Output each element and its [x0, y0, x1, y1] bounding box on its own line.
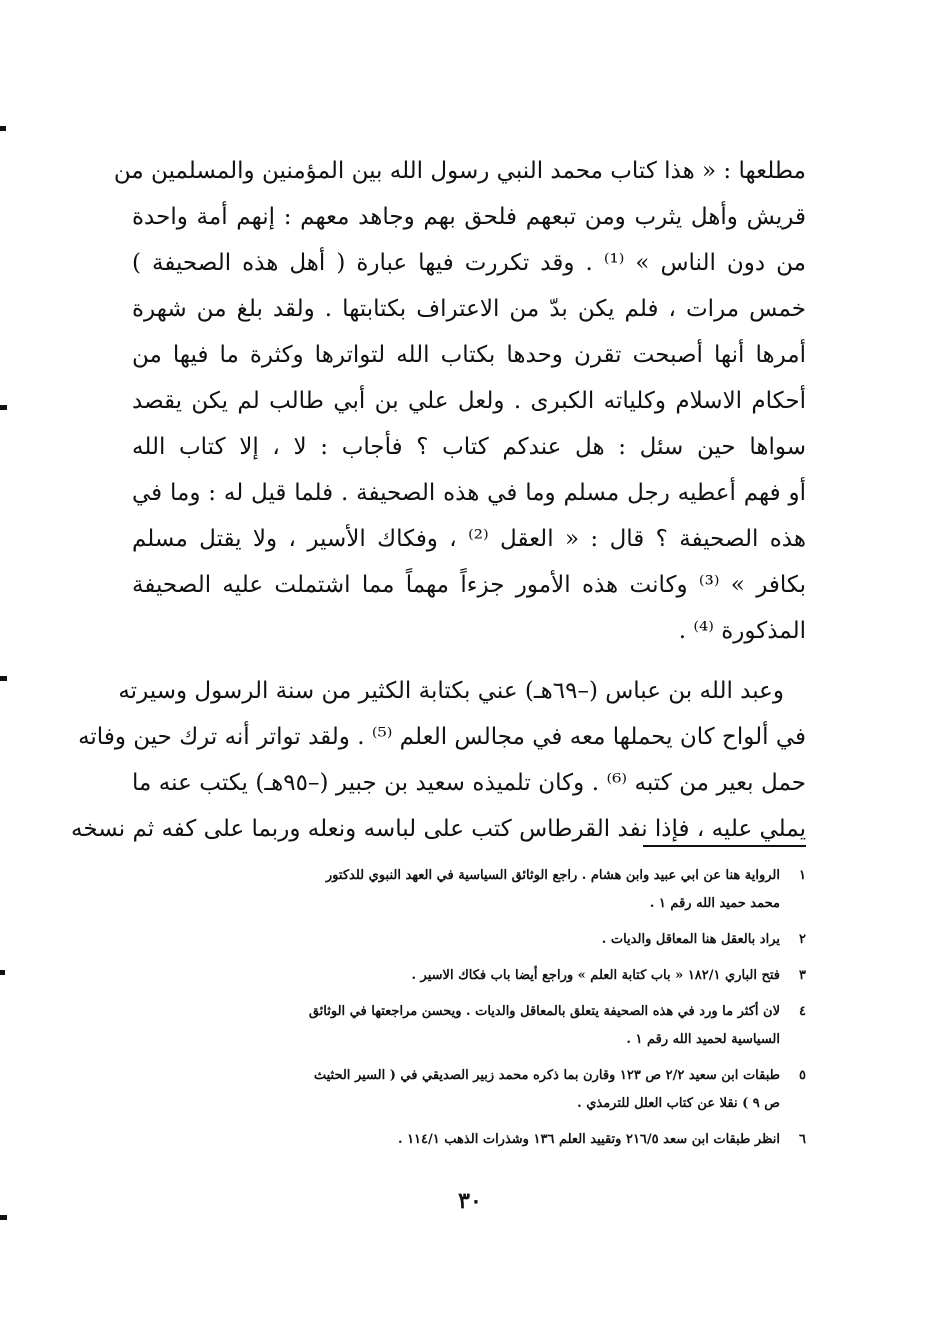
- footnote-number: ٥: [799, 1068, 806, 1083]
- footnote: [132, 962, 806, 990]
- text-line: مطلعها : « هذا كتاب محمد النبي رسول الله بين المؤمنين والمسلمين من: [113, 158, 806, 184]
- text-line: وعبد الله بن عباس (–٦٩هـ) عني بكتابة الكثير من سنة الرسول وسيرته: [118, 678, 784, 704]
- paragraph-1: [113, 148, 807, 654]
- text-line: يملي عليه ، فإذا نفد القرطاس كتب على لباسه ونعله وربما على كفه ثم نسخه: [71, 816, 806, 842]
- scan-mark: [0, 1215, 7, 1220]
- footnote-line: لان أكثر ما ورد في هذه الصحيفة يتعلق بالمعاقل والديات . ويحسن مراجعتها في الوثائق: [308, 1004, 780, 1019]
- footnote-number: ٤: [799, 1004, 806, 1019]
- footnote: [132, 1062, 806, 1118]
- scan-mark: [0, 970, 5, 975]
- text-line: بكافر » ⁽³⁾ وكانت هذه الأمور جزءاً مهماً مما اشتملت عليه الصحيفة: [132, 572, 807, 598]
- text-line: في ألواح كان يحملها معه في مجالس العلم ⁽⁵⁾ . ولقد تواتر أنه ترك حين وفاته: [78, 724, 806, 750]
- footnotes: [132, 862, 806, 1162]
- footnote-line: يراد بالعقل هنا المعاقل والديات .: [601, 932, 780, 947]
- footnote-body: [132, 1126, 780, 1154]
- footnote-body: [132, 926, 780, 954]
- footnote-separator: [643, 845, 806, 847]
- page-number: ٣٠: [458, 1188, 482, 1214]
- footnote-number: ٦: [799, 1132, 806, 1147]
- footnote-number: ٢: [799, 932, 806, 947]
- footnote-line: ص ٩ ) نقلا عن كتاب العلل للترمذي .: [577, 1096, 780, 1111]
- text-line: هذه الصحيفة ؟ قال : « العقل ⁽²⁾ ، وفكاك الأسير ، ولا يقتل مسلم: [132, 526, 806, 552]
- footnote: [132, 862, 806, 918]
- footnote-line: الرواية هنا عن ابي عبيد وابن هشام . راجع الوثائق السياسية في العهد النبوي للدكتور: [325, 868, 780, 883]
- text-line: المذكورة ⁽⁴⁾ .: [678, 618, 806, 644]
- scan-mark: [0, 405, 7, 410]
- footnote: [132, 926, 806, 954]
- body-text: [71, 148, 807, 852]
- text-line: قريش وأهل يثرب ومن تبعهم فلحق بهم وجاهد معهم : إنهم أمة واحدة: [132, 204, 806, 230]
- footnote-number: ٣: [799, 968, 806, 983]
- footnote-body: [132, 1062, 780, 1118]
- scan-mark: [0, 676, 7, 681]
- footnote-line: فتح الباري ١٨٢/١ « باب كتابة العلم » وراجع أيضا باب فكاك الاسير .: [411, 968, 780, 983]
- footnote-line: السياسية لحميد الله رقم ١ .: [626, 1032, 780, 1047]
- text-line: أمرها أنها أصبحت تقرن وحدها بكتاب الله لتواترها وكثرة ما فيها من: [132, 342, 806, 368]
- footnote-line: طبقات ابن سعيد ٢/٢ ص ١٢٣ وقارن بما ذكره محمد زبير الصديقي في ( السير الحثيث: [313, 1068, 780, 1083]
- scan-mark: [0, 126, 6, 131]
- paragraph-gap: [132, 654, 806, 668]
- footnote-body: [132, 998, 780, 1054]
- text-line: حمل بعير من كتبه ⁽⁶⁾ . وكان تلميذه سعيد بن جبير (–٩٥هـ) يكتب عنه ما: [132, 770, 806, 796]
- footnote: [132, 1126, 806, 1154]
- paragraph-2: [71, 668, 806, 852]
- footnote-body: [132, 862, 780, 918]
- footnote-number: ١: [799, 868, 806, 883]
- text-line: سواها حين سئل : هل عندكم كتاب ؟ فأجاب : لا ، إلا كتاب الله: [132, 434, 806, 460]
- text-line: خمس مرات ، فلم يكن بدّ من الاعتراف بكتابتها . ولقد بلغ من شهرة: [132, 296, 806, 322]
- footnote: [132, 998, 806, 1054]
- footnote-body: [132, 962, 780, 990]
- text-line: أو فهم أعطيه رجل مسلم وما في هذه الصحيفة . فلما قيل له : وما في: [132, 480, 806, 506]
- text-line: من دون الناس » ⁽¹⁾ . وقد تكررت فيها عبارة ( أهل هذه الصحيفة ): [132, 250, 806, 276]
- footnote-line: محمد حميد الله رقم ١ .: [649, 896, 780, 911]
- text-line: أحكام الاسلام وكلياته الكبرى . ولعل علي بن أبي طالب لم يكن يقصد: [132, 388, 806, 414]
- footnote-line: انظر طبقات ابن سعد ٢١٦/٥ وتقييد العلم ١٣٦ وشذرات الذهب ١١٤/١ .: [398, 1132, 780, 1147]
